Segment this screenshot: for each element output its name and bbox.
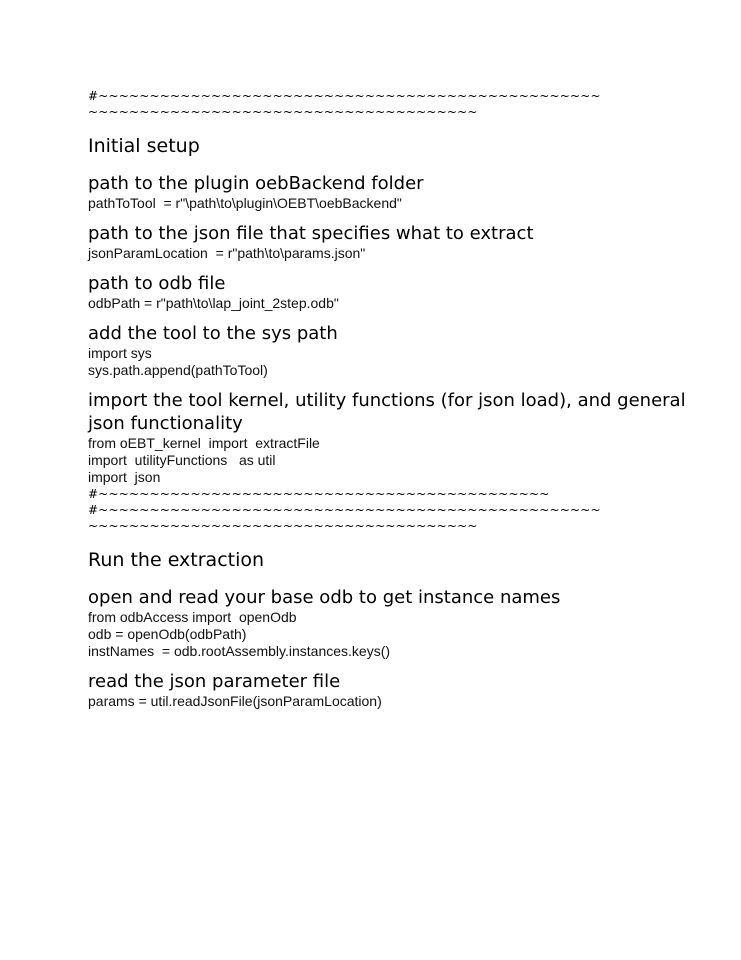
heading-plugin-path: path to the plugin oebBackend folder xyxy=(88,173,424,194)
separator-line: #~~~~~~~~~~~~~~~~~~~~~~~~~~~~~~~~~~~~~~~~~~~~~~~~~ xyxy=(88,503,601,517)
code-line: jsonParamLocation = r"path\to\params.json" xyxy=(88,245,366,261)
separator-line: #~~~~~~~~~~~~~~~~~~~~~~~~~~~~~~~~~~~~~~~~~~~~~~~~~ xyxy=(88,89,601,103)
heading-initial-setup: Initial setup xyxy=(88,135,200,157)
heading-odb-path: path to odb file xyxy=(88,273,226,294)
code-line: odb = openOdb(odbPath) xyxy=(88,626,247,642)
heading-json-path: path to the json file that specifies what to extract xyxy=(88,223,534,244)
code-line: pathToTool = r"\path\to\plugin\OEBT\oebBackend" xyxy=(88,195,402,211)
code-line: from odbAccess import openOdb xyxy=(88,609,297,625)
code-line: instNames = odb.rootAssembly.instances.keys() xyxy=(88,643,391,659)
document-body xyxy=(88,88,688,710)
code-line: params = util.readJsonFile(jsonParamLocation) xyxy=(88,693,382,709)
separator-line: ~~~~~~~~~~~~~~~~~~~~~~~~~~~~~~~~~~~~~~ xyxy=(88,105,478,119)
heading-read-json: read the json parameter file xyxy=(88,671,341,692)
separator-line: #~~~~~~~~~~~~~~~~~~~~~~~~~~~~~~~~~~~~~~~~~~~~ xyxy=(88,487,550,501)
code-line: import json xyxy=(88,469,161,485)
heading-open-odb: open and read your base odb to get instance names xyxy=(88,587,561,608)
heading-run-extraction: Run the extraction xyxy=(88,549,265,571)
heading-sys-path: add the tool to the sys path xyxy=(88,323,338,344)
code-line: import utilityFunctions as util xyxy=(88,452,276,468)
heading-import-kernel: import the tool kernel, utility functions (for json load), and general json functionality xyxy=(88,390,686,434)
code-line: from oEBT_kernel import extractFile xyxy=(88,435,320,451)
separator-line: ~~~~~~~~~~~~~~~~~~~~~~~~~~~~~~~~~~~~~~ xyxy=(88,519,478,533)
code-line: odbPath = r"path\to\lap_joint_2step.odb" xyxy=(88,295,339,311)
code-line: import sys xyxy=(88,345,152,361)
code-line: sys.path.append(pathToTool) xyxy=(88,362,268,378)
